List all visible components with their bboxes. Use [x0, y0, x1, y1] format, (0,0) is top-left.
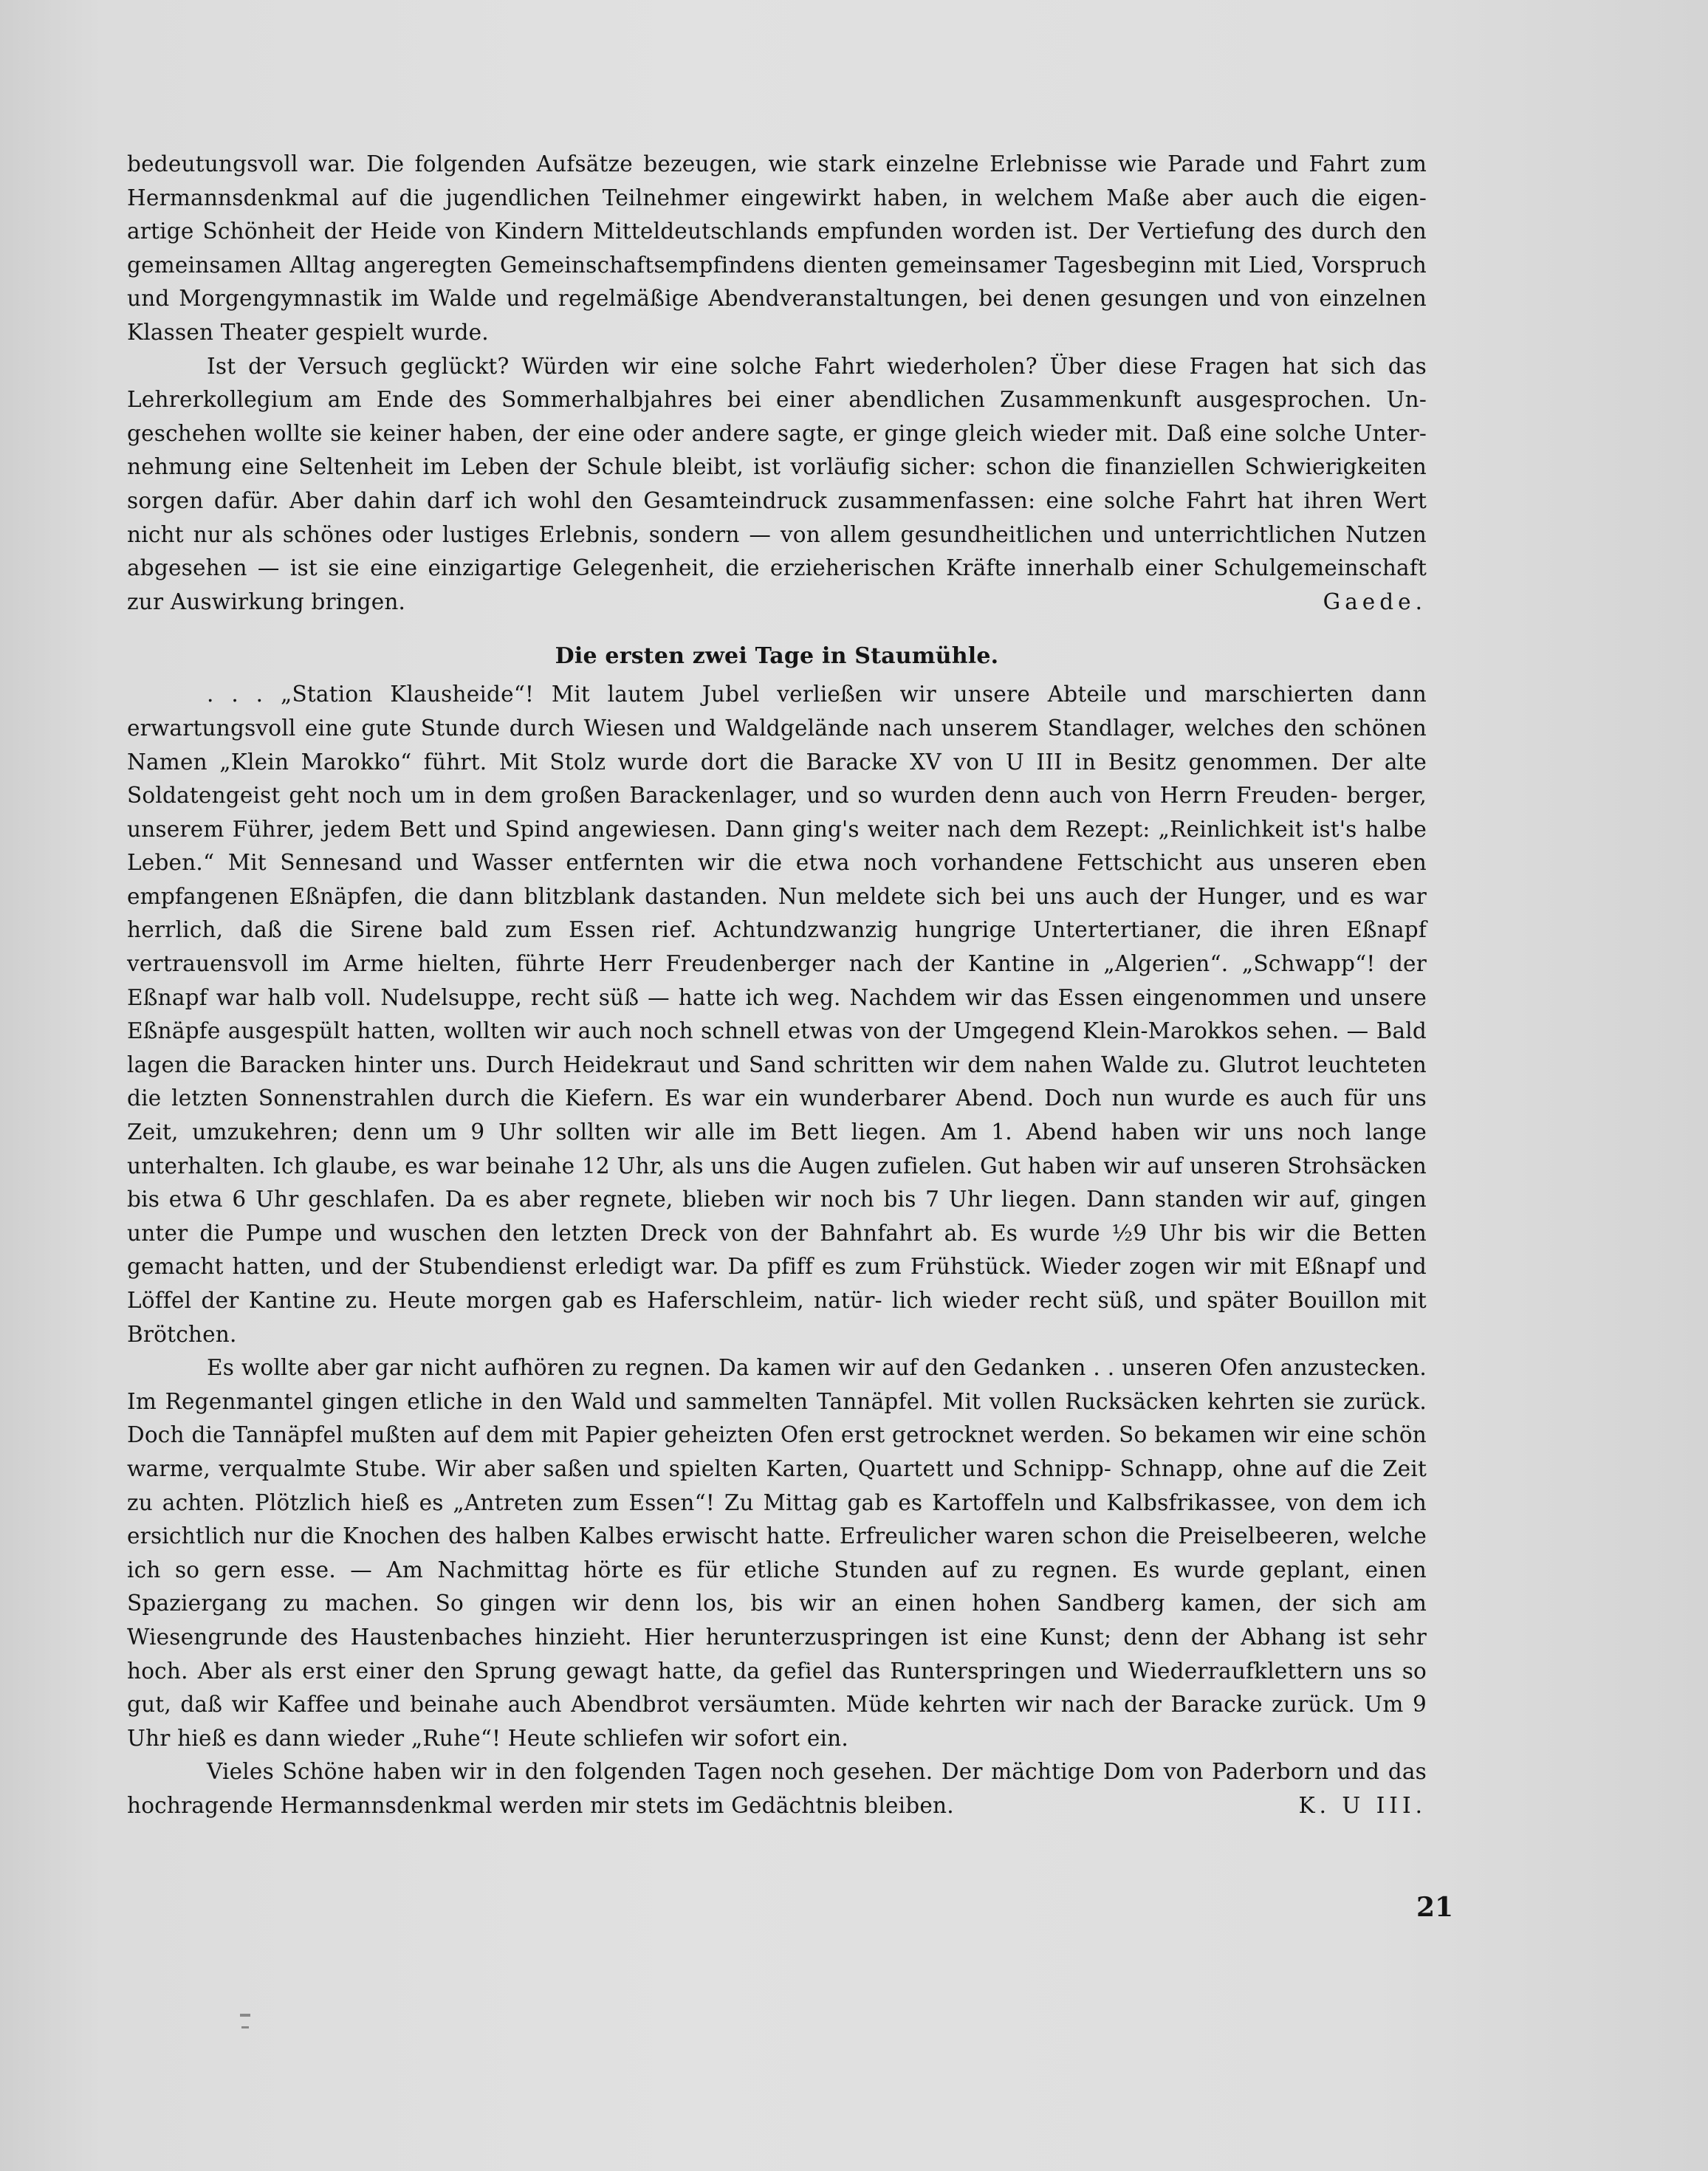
page-number: 21 — [1416, 1892, 1454, 1923]
paragraph-arrival: . . . „Station Klausheide“! Mit lautem Jubel verließen wir unsere Abteile und marschierten dann erwartungsvoll eine gute Stunde durch Wiesen und Waldgelände nach unserem Standlager, welches den schönen Namen „Klein Marokko“ führt. Mit Stolz wurde dort die Baracke XV von U III in Besitz genommen. Der alte Soldatengeist geht noch um in dem großen Barackenlager, und so wurden denn auch von Herrn Freuden- berger, unserem Führer, jedem Bett und Spind angewiesen. Dann ging's weiter nach dem Rezept: „Reinlichkeit ist's halbe Leben.“ Mit Sennesand und Wasser entfernten wir die etwa noch vorhandene Fettschicht aus unseren eben empfangenen Eßnäpfen, die dann blitzblank dastanden. Nun meldete sich bei uns auch der Hunger, und es war herrlich, daß die Sirene bald zum Essen rief. Achtundzwanzig hungrige Untertertianer, die ihren Eßnapf vertrauensvoll im Arme hielten, führte Herr Freudenberger nach der Kantine in „Algerien“. „Schwapp“! der Eßnapf war halb voll. Nudelsuppe, recht süß — hatte ich weg. Nachdem wir das Essen eingenommen und unsere Eßnäpfe ausgespült hatten, wollten wir auch noch schnell etwas von der Umgegend Klein-Marokkos sehen. — Bald lagen die Baracken hinter uns. Durch Heidekraut und Sand schritten wir dem nahen Walde zu. Glutrot leuchteten die letzten Sonnenstrahlen durch die Kiefern. Es war ein wunderbarer Abend. Doch nun wurde es auch für uns Zeit, umzukehren; denn um 9 Uhr sollten wir alle im Bett liegen. Am 1. Abend haben wir uns noch lange unterhalten. Ich glaube, es war beinahe 12 Uhr, als uns die Augen zufielen. Gut haben wir auf unseren Strohsäcken bis etwa 6 Uhr geschlafen. Da es aber regnete, blieben wir noch bis 7 Uhr liegen. Dann standen wir auf, gingen unter die Pumpe und wuschen den letzten Dreck von der Bahnfahrt ab. Es wurde ½9 Uhr bis wir die Betten gemacht hatten, und der Stubendienst erledigt war. Da pfiff es zum Frühstück. Wieder zogen wir mit Eßnapf und Löffel der Kantine zu. Heute morgen gab es Haferschleim, natür- lich wieder recht süß, und später Bouillon mit Brötchen. — [127, 682, 1427, 1347]
section-title: Die ersten zwei Tage in Staumühle. — [555, 643, 999, 670]
author-class-signature: K. U III. — [1298, 1792, 1427, 1818]
closing-text: Vieles Schöne haben wir in den folgenden Tagen noch gesehen. Der mächtige Dom von Paderborn und das hochragende Hermannsdenkmal werden mir stets im Gedächtnis bleiben. — [127, 1759, 1427, 1818]
author-signature: Gaede. — [1323, 589, 1427, 614]
paragraph-evaluation-text: Ist der Versuch geglückt? Würden wir eine solche Fahrt wiederholen? Über diese Fragen hat sich das Lehrerkollegium am Ende des Sommerhalbjahres bei einer abendlichen Zusammenkunft ausgesprochen. Un- geschehen wollte sie keiner haben, der eine oder andere sagte, er ginge gleich wieder mit. Daß eine solche Unter- nehmung eine Seltenheit im Leben der Schule bleibt, ist vorläufig sicher: schon die finanziellen Schwierigkeiten sorgen dafür. Aber dahin darf ich wohl den Gesamteindruck zusammenfassen: eine solche Fahrt hat ihren Wert nicht nur als schönes oder lustiges Erlebnis, sondern — von allem gesundheitlichen und unterrichtlichen Nutzen abgesehen — ist sie eine einzigartige Gelegenheit, die erzieherischen Kräfte innerhalb einer Schulgemeinschaft zur Auswirkung bringen. — [127, 353, 1427, 614]
paragraph-rain-day: Es wollte aber gar nicht aufhören zu regnen. Da kamen wir auf den Gedanken . . unseren Ofen anzustecken. Im Regenmantel gingen etliche in den Wald und sammelten Tannäpfel. Mit vollen Rucksäcken kehrten sie zurück. Doch die Tannäpfel mußten auf dem mit Papier geheizten Ofen erst getrocknet werden. So bekamen wir eine schön warme, verqualmte Stube. Wir aber saßen und spielten Karten, Quartett und Schnipp- Schnapp, ohne auf die Zeit zu achten. Plötzlich hieß es „Antreten zum Essen“! Zu Mittag gab es Kartoffeln und Kalbsfrikassee, von dem ich ersichtlich nur die Knochen des halben Kalbes erwischt hatte. Erfreulicher waren schon die Preiselbeeren, welche ich so gern esse. — Am Nachmittag hörte es für etliche Stunden auf zu regnen. Es wurde geplant, einen Spaziergang zu machen. So gingen wir denn los, bis wir an einen hohen Sandberg kamen, der sich am Wiesengrunde des Haustenbaches hinzieht. Hier herunterzuspringen ist eine Kunst; denn der Abhang ist sehr hoch. Aber als erst einer den Sprung gewagt hatte, da gefiel das Runterspringen und Wiederraufklettern uns so gut, daß wir Kaffee und beinahe auch Abendbrot versäumten. Müde kehrten wir nach der Baracke zurück. Um 9 Uhr hieß es dann wieder „Ruhe“! Heute schliefen wir sofort ein. — [127, 1355, 1427, 1751]
scan-artifact — [241, 2026, 249, 2028]
main-text — [127, 148, 1427, 1823]
scan-artifact — [240, 2014, 250, 2017]
paragraph-evaluation — [127, 350, 1427, 620]
paragraph-intro-continued: bedeutungsvoll war. Die folgenden Aufsätze bezeugen, wie stark einzelne Erlebnisse wie Parade und Fahrt zum Hermannsdenkmal auf die jugendlichen Teilnehmer eingewirkt haben, in welchem Maße aber auch die eigen- artige Schönheit der Heide von Kindern Mitteldeutschlands empfunden worden ist. Der Vertiefung des durch den gemeinsamen Alltag angeregten Gemeinschaftsempfindens dienten gemeinsamer Tagesbeginn mit Lied, Vorspruch und Morgengymnastik im Walde und regelmäßige Abendveranstaltungen, bei denen gesungen und von einzelnen Klassen Theater gespielt wurde. — [127, 151, 1427, 345]
paragraph-closing — [127, 1755, 1427, 1822]
